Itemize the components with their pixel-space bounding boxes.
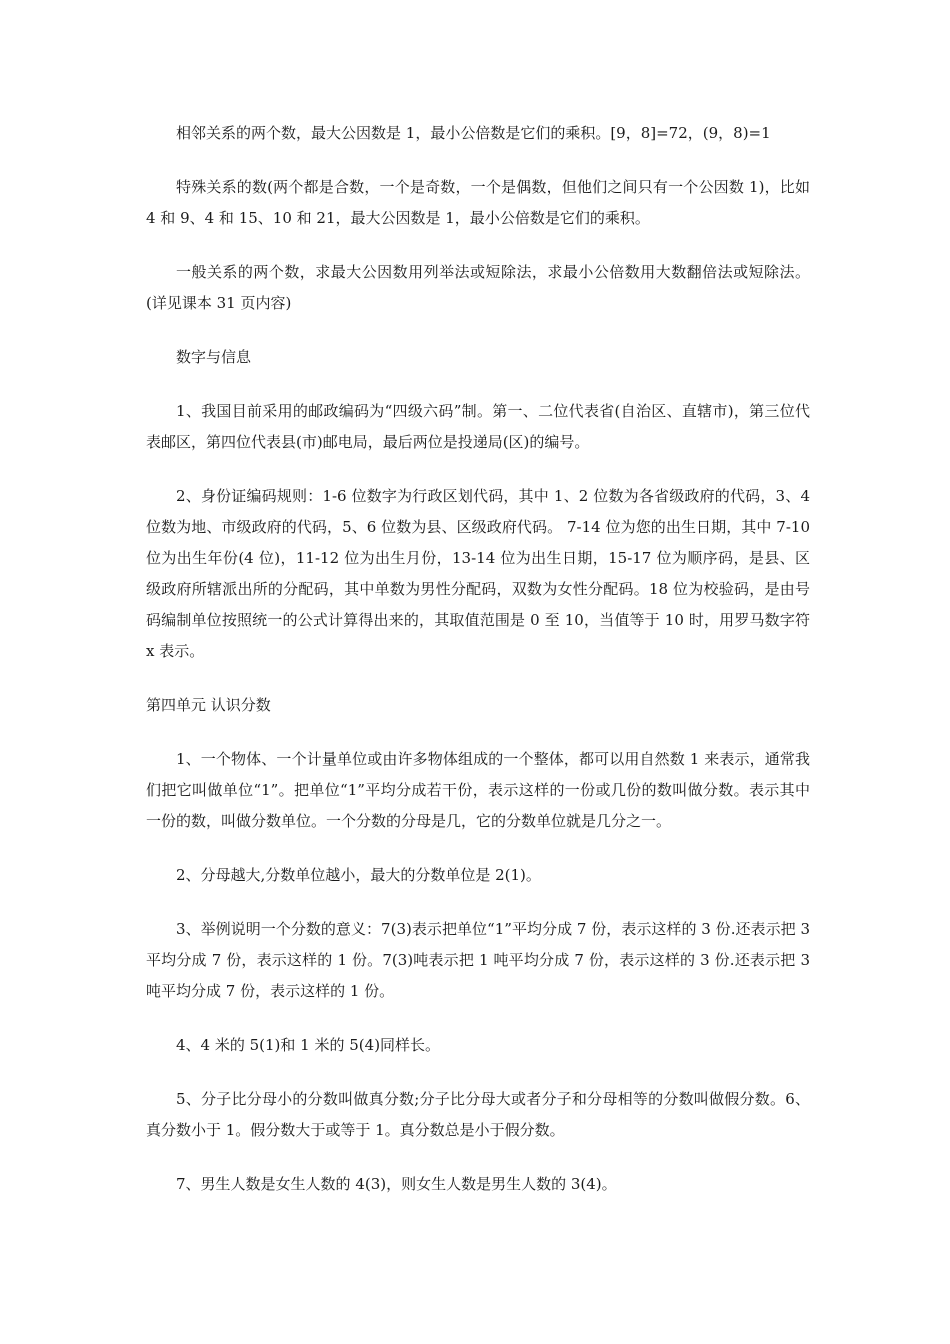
paragraph-same-length: 4、4 米的 5(1)和 1 米的 5(4)同样长。 xyxy=(176,1036,441,1054)
paragraph-boys-girls: 7、男生人数是女生人数的 4(3)，则女生人数是男生人数的 3(4)。 xyxy=(176,1175,617,1193)
paragraph-postal-code: 1、我国目前采用的邮政编码为“四级六码”制。第一、二位代表省(自治区、直辖市)，第三位代表邮区，第四位代表县(市)邮电局，最后两位是投递局(区)的编号。 xyxy=(146,402,810,451)
document-page xyxy=(146,118,810,1223)
paragraph-special-relation: 特殊关系的数(两个都是合数，一个是奇数，一个是偶数，但他们之间只有一个公因数 1)，比如 4 和 9、4 和 15、10 和 21，最大公因数是 1，最小公倍数是它们的乘积。 xyxy=(146,178,810,227)
unit-heading-fractions: 第四单元 认识分数 xyxy=(146,696,271,714)
paragraph-proper-improper: 5、分子比分母小的分数叫做真分数;分子比分母大或者分子和分母相等的分数叫做假分数。6、真分数小于 1。假分数大于或等于 1。真分数总是小于假分数。 xyxy=(146,1090,810,1139)
paragraph-fraction-definition: 1、一个物体、一个计量单位或由许多物体组成的一个整体，都可以用自然数 1 来表示，通常我们把它叫做单位“1”。把单位“1”平均分成若干份，表示这样的一份或几份的数叫做分数。表示其中一份的数，叫做分数单位。一个分数的分母是几，它的分数单位就是几分之一。 xyxy=(146,750,810,830)
paragraph-general-relation: 一般关系的两个数，求最大公因数用列举法或短除法，求最小公倍数用大数翻倍法或短除法。(详见课本 31 页内容) xyxy=(146,263,810,312)
paragraph-id-card: 2、身份证编码规则：1-6 位数字为行政区划代码，其中 1、2 位数为各省级政府的代码，3、4 位数为地、市级政府的代码，5、6 位数为县、区级政府代码。 7-14 位为您的出生日期，其中 7-10 位为出生年份(4 位)，11-12 位为出生月份，13-14 位为出生日期，15-17 位为顺序码，是县、区级政府所辖派出所的分配码，其中单数为男性分配码，双数为女性分配码。18 位为校验码，是由号码编制单位按照统一的公式计算得出来的，其取值范围是 0 至 10，当值等于 10 时，用罗马数字符 x 表示。 xyxy=(146,487,810,660)
paragraph-adjacent-numbers: 相邻关系的两个数，最大公因数是 1，最小公倍数是它们的乘积。[9，8]=72，(9，8)=1 xyxy=(176,124,771,142)
section-heading-numbers-info: 数字与信息 xyxy=(176,348,252,366)
paragraph-fraction-unit: 2、分母越大,分数单位越小，最大的分数单位是 2(1)。 xyxy=(176,866,541,884)
paragraph-fraction-meaning: 3、举例说明一个分数的意义：7(3)表示把单位“1”平均分成 7 份，表示这样的 3 份.还表示把 3 平均分成 7 份，表示这样的 1 份。7(3)吨表示把 1 吨平均分成 7 份，表示这样的 3 份.还表示把 3 吨平均分成 7 份，表示这样的 1 份。 xyxy=(146,920,810,1000)
